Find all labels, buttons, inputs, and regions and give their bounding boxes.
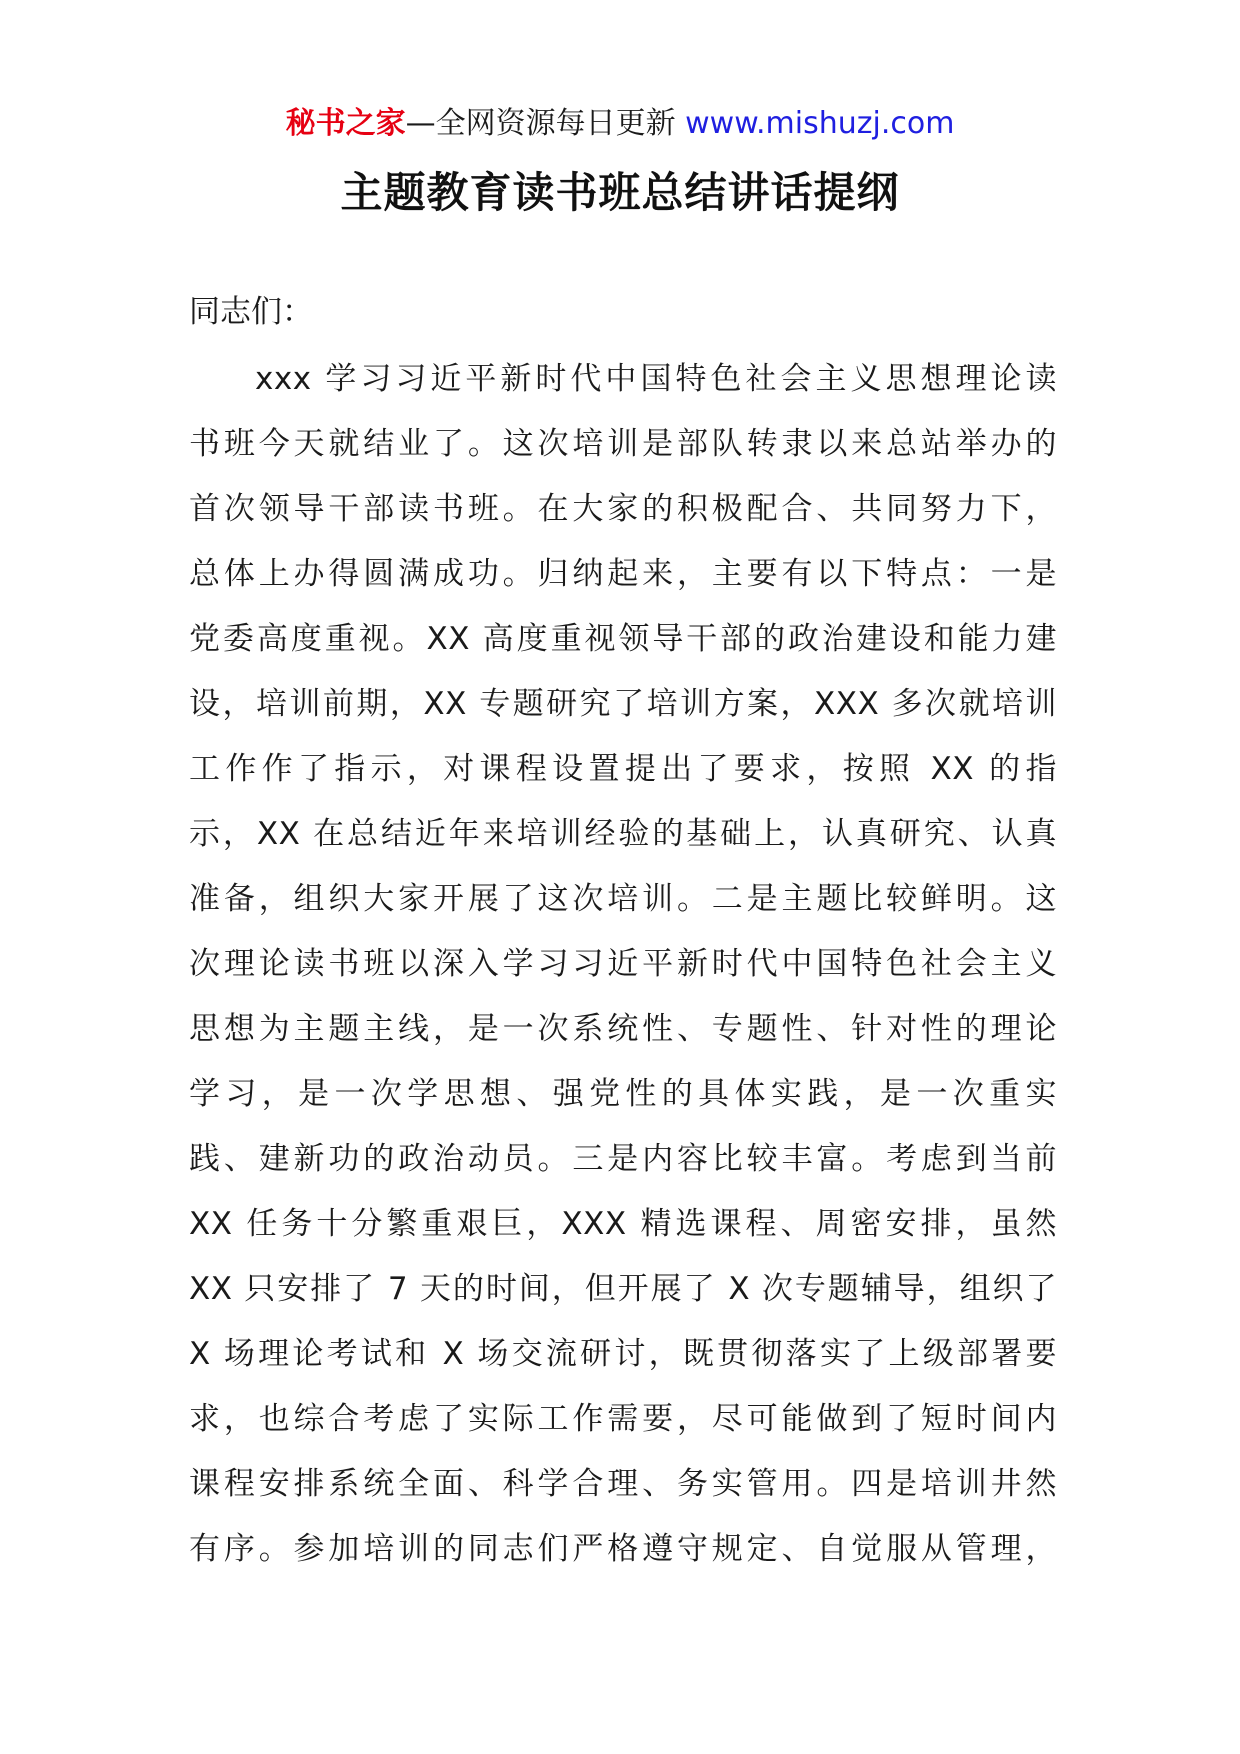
body-line: 准备，组织大家开展了这次培训。二是主题比较鲜明。这 <box>189 881 1057 917</box>
document-title: 主题教育读书班总结讲话提纲 <box>340 168 900 217</box>
header-url-link[interactable]: www.mishuzj.com <box>685 106 955 141</box>
header-tagline: —全网资源每日更新 <box>405 106 676 141</box>
body-line: 书班今天就结业了。这次培训是部队转隶以来总站举办的 <box>189 426 1057 462</box>
body-line: 党委高度重视。XX 高度重视领导干部的政治建设和能力建 <box>189 621 1057 657</box>
body-line: 践、建新功的政治动员。三是内容比较丰富。考虑到当前 <box>189 1141 1057 1177</box>
body-line: 有序。参加培训的同志们严格遵守规定、自觉服从管理， <box>189 1531 1057 1567</box>
body-line: 求，也综合考虑了实际工作需要，尽可能做到了短时间内 <box>189 1401 1057 1437</box>
body-line: xxx 学习习近平新时代中国特色社会主义思想理论读 <box>255 361 1057 397</box>
body-line: 首次领导干部读书班。在大家的积极配合、共同努力下， <box>189 491 1057 527</box>
body-line: 课程安排系统全面、科学合理、务实管用。四是培训井然 <box>189 1466 1057 1502</box>
page-header <box>0 104 1240 144</box>
body-line: XX 任务十分繁重艰巨，XXX 精选课程、周密安排，虽然 <box>189 1206 1057 1242</box>
body-paragraph <box>189 359 1057 1594</box>
body-line: 工作作了指示，对课程设置提出了要求，按照 XX 的指 <box>189 751 1057 787</box>
body-line: 示，XX 在总结近年来培训经验的基础上，认真研究、认真 <box>189 816 1057 852</box>
body-line: 思想为主题主线，是一次系统性、专题性、针对性的理论 <box>189 1011 1057 1047</box>
body-line: 设，培训前期，XX 专题研究了培训方案，XXX 多次就培训 <box>189 686 1057 722</box>
body-line: 总体上办得圆满成功。归纳起来，主要有以下特点：一是 <box>189 556 1057 592</box>
body-line: XX 只安排了 7 天的时间，但开展了 X 次专题辅导，组织了 <box>189 1271 1057 1307</box>
salutation: 同志们： <box>189 294 313 330</box>
body-line: X 场理论考试和 X 场交流研讨，既贯彻落实了上级部署要 <box>189 1336 1057 1372</box>
brand-name: 秘书之家 <box>285 106 406 141</box>
body-line: 次理论读书班以深入学习习近平新时代中国特色社会主义 <box>189 946 1057 982</box>
body-line: 学习，是一次学思想、强党性的具体实践，是一次重实 <box>189 1076 1057 1112</box>
